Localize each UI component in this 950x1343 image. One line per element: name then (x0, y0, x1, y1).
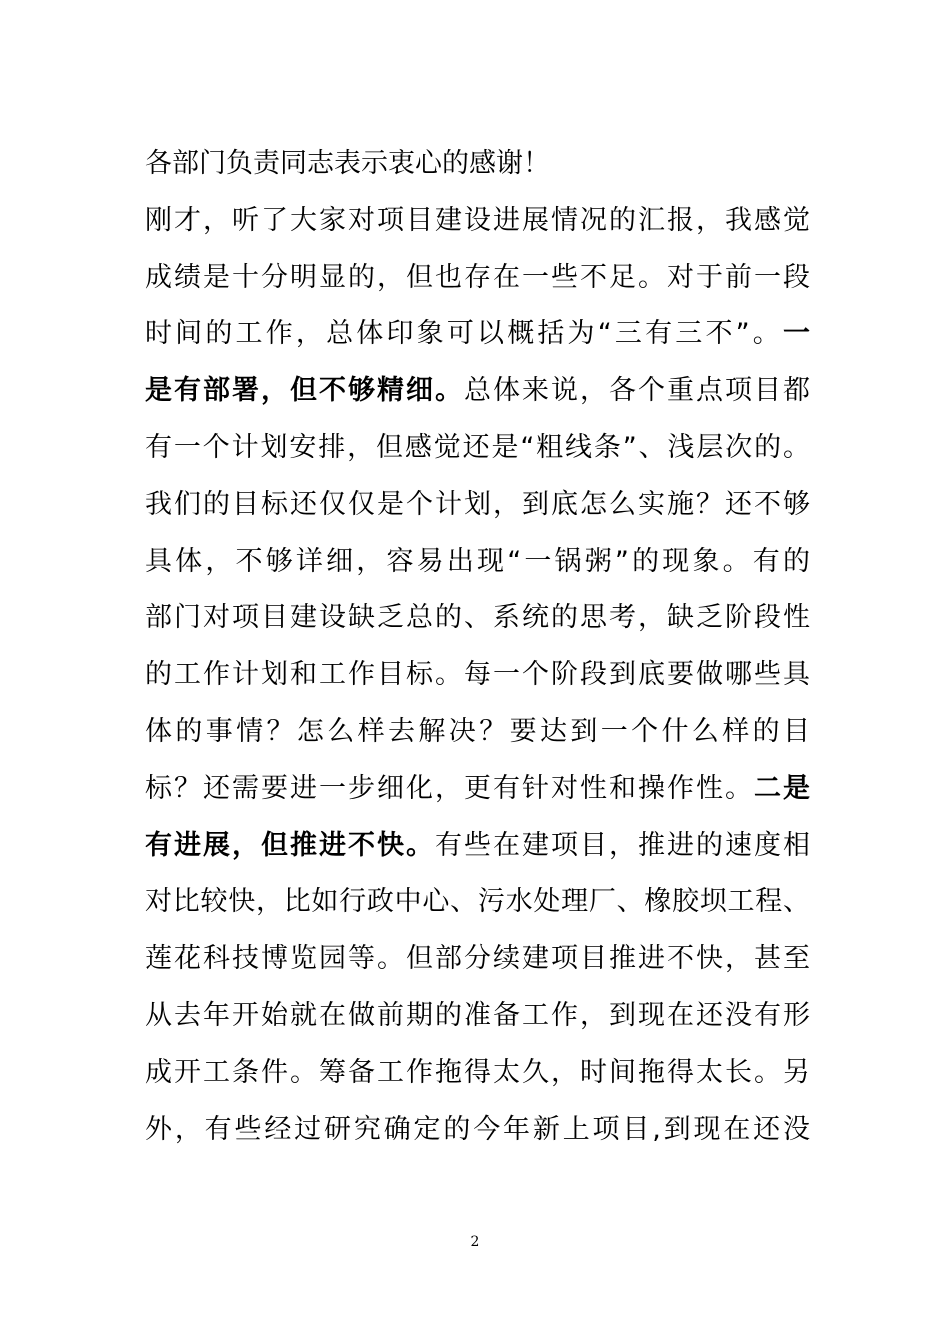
text-segment: 我们的目标还仅仅是个计划，到底怎么实施？还不够 (145, 488, 810, 520)
text-segment: 标？还需要进一步细化，更有针对性和操作性。 (145, 772, 754, 804)
text-segment: 总体来说，各个重点项目都 (464, 375, 810, 407)
text-line (145, 534, 810, 591)
text-line (145, 1045, 810, 1102)
text-segment: 从去年开始就在做前期的准备工作，到现在还没有形 (145, 999, 810, 1031)
text-segment: 的工作计划和工作目标。每一个阶段到底要做哪些具 (145, 659, 810, 691)
text-line (145, 306, 810, 363)
text-segment: 有些在建项目，推进的速度相 (435, 829, 810, 861)
text-line (145, 363, 810, 420)
text-line (145, 931, 810, 988)
text-line (145, 193, 810, 250)
text-segment: 成绩是十分明显的，但也存在一些不足。对于前一段 (145, 261, 810, 293)
text-line (145, 590, 810, 647)
text-line (145, 250, 810, 307)
text-segment: 外，有些经过研究确定的今年新上项目,到现在还没 (145, 1113, 810, 1145)
text-segment: 各部门负责同志表示衷心的感谢！ (145, 148, 550, 179)
text-line (145, 818, 810, 875)
text-line (145, 704, 810, 761)
text-line (145, 761, 810, 818)
text-line (145, 477, 810, 534)
text-segment: 莲花科技博览园等。但部分续建项目推进不快，甚至 (145, 943, 810, 975)
body-text (145, 136, 810, 1158)
text-line (145, 647, 810, 704)
text-segment: 对比较快，比如行政中心、污水处理厂、橡胶坝工程、 (145, 886, 810, 918)
text-segment: 部门对项目建设缺乏总的、系统的思考，缺乏阶段性 (145, 602, 810, 634)
text-segment: 体的事情？怎么样去解决？要达到一个什么样的目 (145, 715, 810, 747)
text-segment: 具体，不够详细，容易出现“一锅粥”的现象。有的 (145, 545, 810, 577)
bold-text-segment: 是有部署，但不够精细。 (145, 375, 464, 407)
text-line (145, 988, 810, 1045)
bold-text-segment: 有进展，但推进不快。 (145, 829, 435, 861)
bold-text-segment: 二是 (754, 772, 810, 804)
bold-text-segment: 一 (783, 318, 810, 350)
text-line (145, 1102, 810, 1159)
text-segment: 刚才，听了大家对项目建设进展情况的汇报，我感觉 (145, 204, 810, 236)
text-line (145, 874, 810, 931)
text-segment: 时间的工作，总体印象可以概括为“三有三不”。 (145, 318, 783, 350)
text-segment: 有一个计划安排，但感觉还是“粗线条”、浅层次的。 (145, 431, 810, 463)
text-segment: 成开工条件。筹备工作拖得太久，时间拖得太长。另 (145, 1056, 810, 1088)
text-line (145, 136, 810, 193)
page-number: 2 (470, 1234, 480, 1250)
text-line (145, 420, 810, 477)
